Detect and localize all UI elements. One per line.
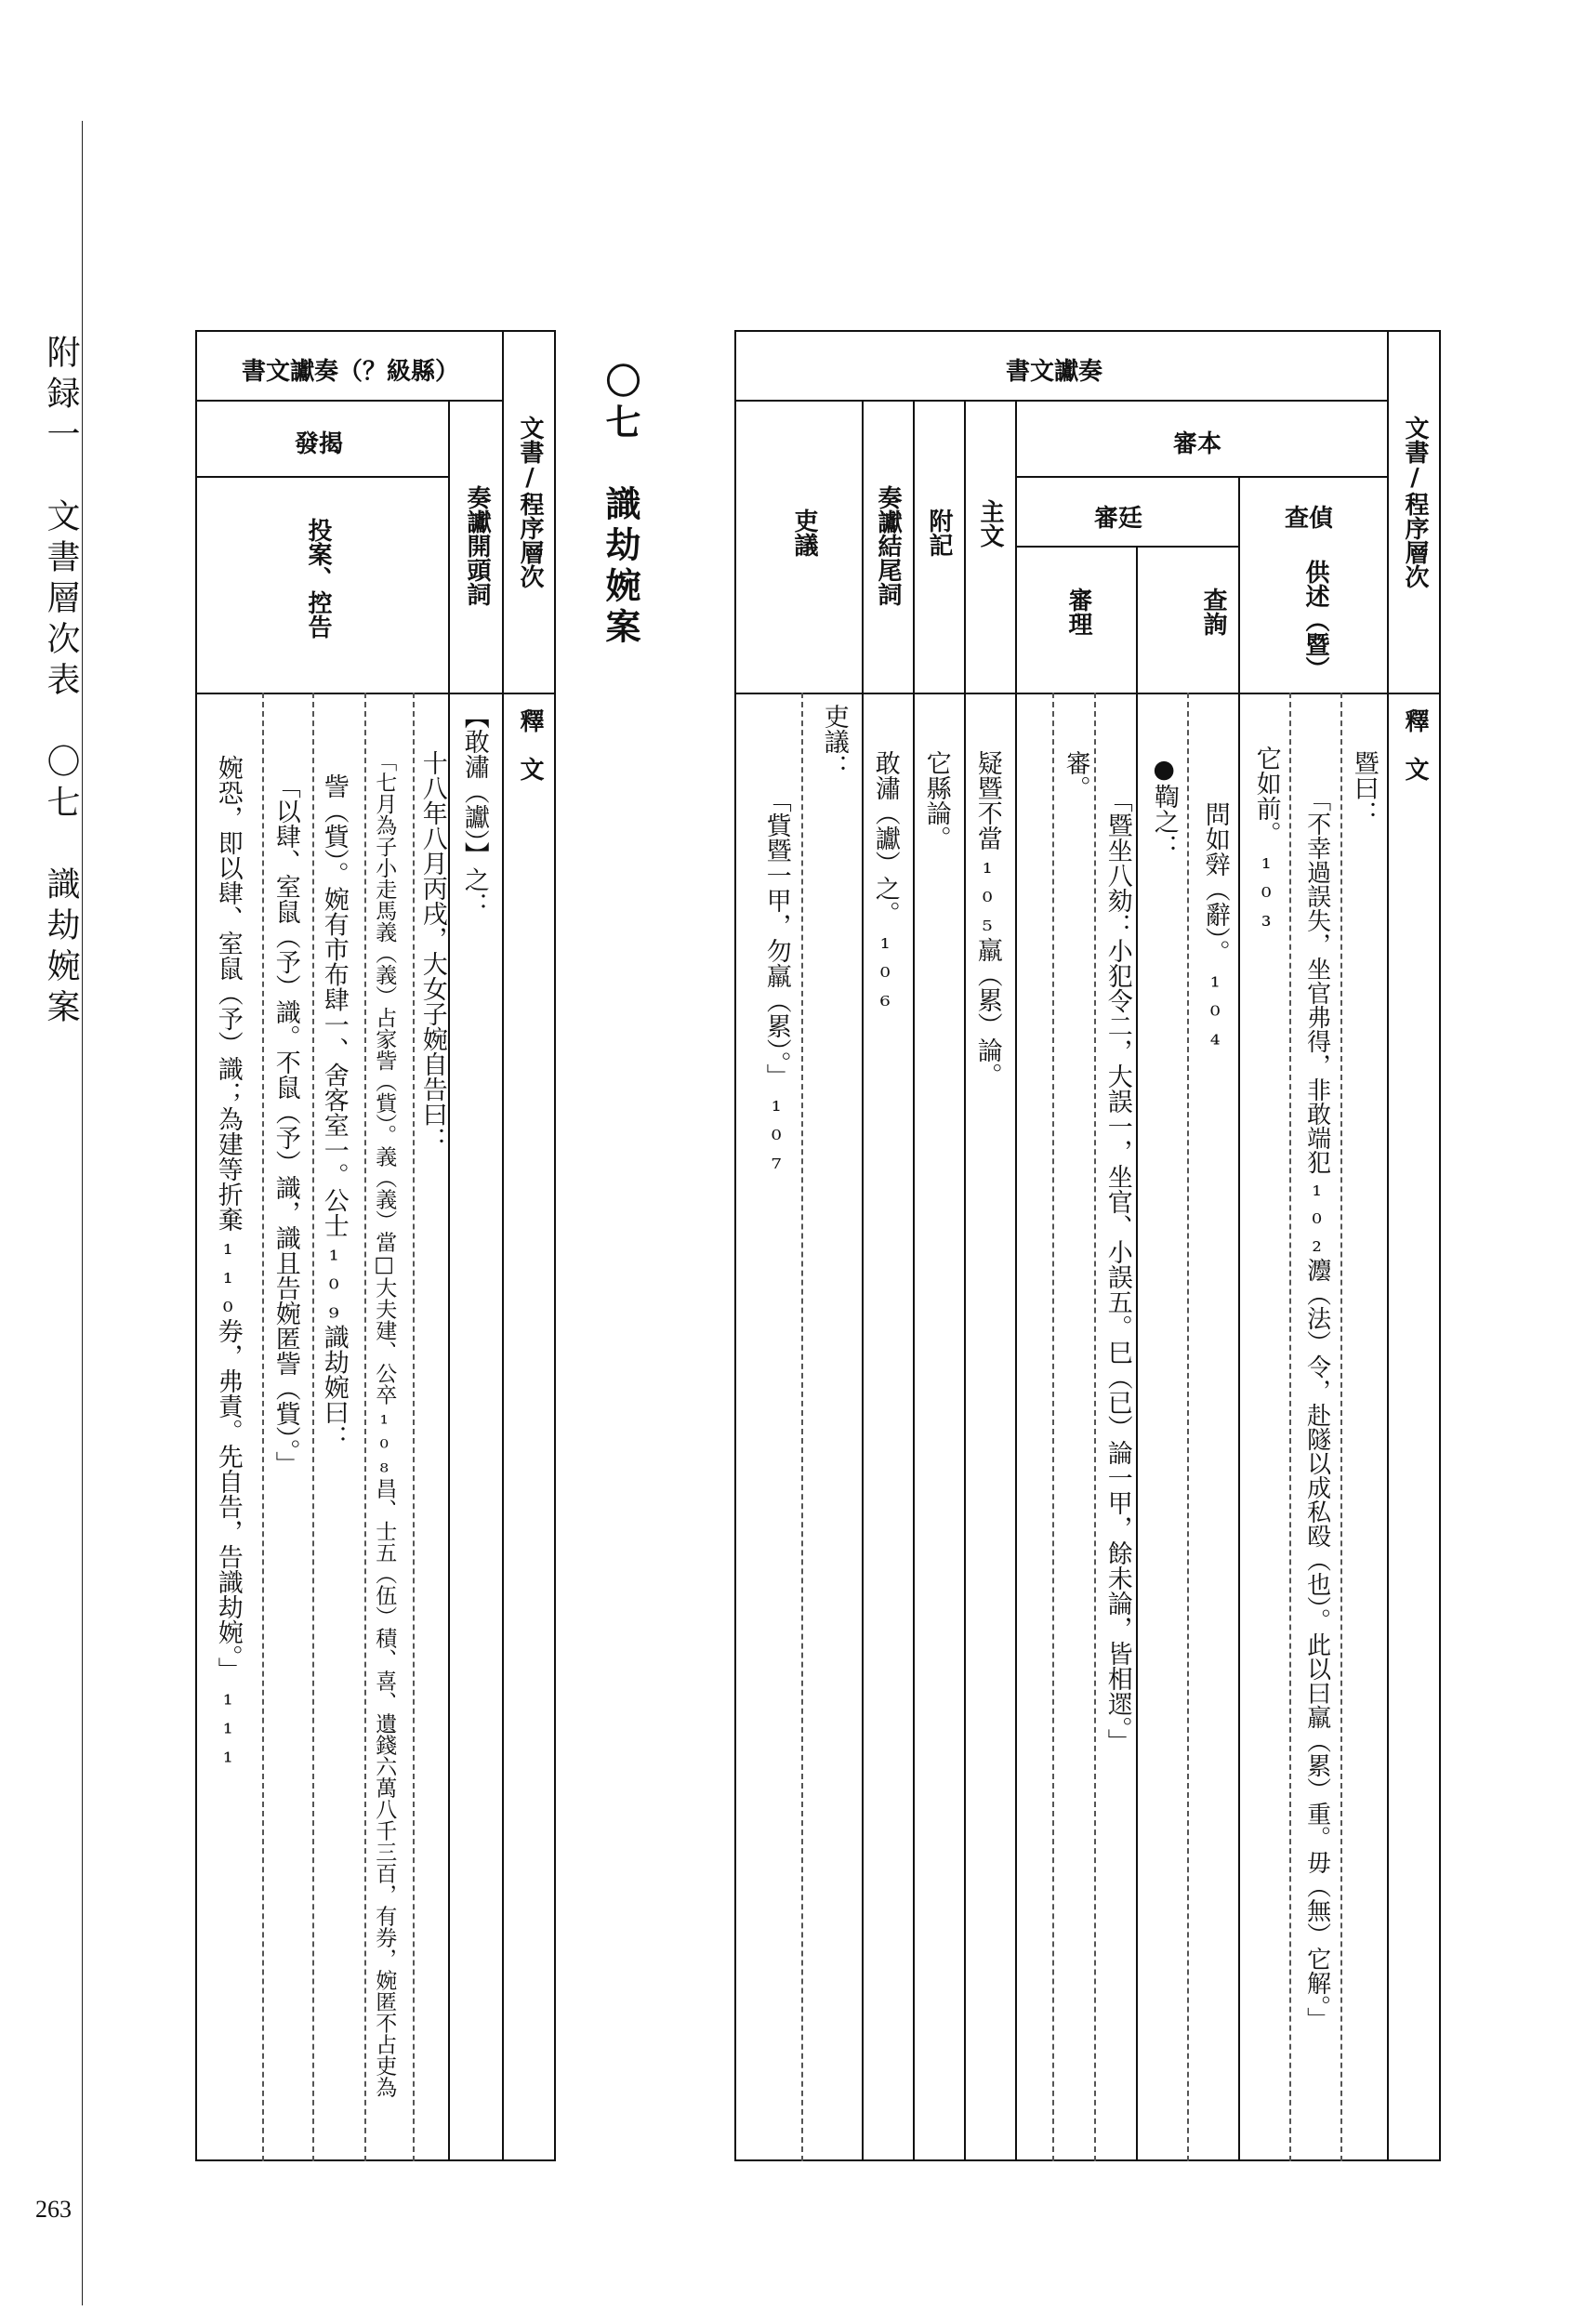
clerk-header: 吏議	[790, 508, 818, 557]
end-header: 奏讞結尾詞	[874, 485, 902, 606]
supply-header: 供述（暨）	[1301, 560, 1329, 680]
page-number: 263	[35, 2196, 72, 2223]
invest-header: 查偵	[1285, 505, 1334, 533]
note-header: 附記	[925, 508, 953, 557]
audit-header: 審本	[1173, 430, 1222, 458]
doc-header: 書文讞奏	[1006, 358, 1103, 386]
text-line: 它縣論。	[921, 750, 951, 851]
doc-header: 書文讞奏（？級縣）	[242, 358, 460, 386]
accuse-header: 投案、控告	[304, 518, 332, 639]
reveal-header: 發揭	[295, 430, 344, 458]
text-line: 它如前。₁₀₃	[1251, 746, 1281, 932]
text-line: 疑暨不當₁₀₅羸（累）論。	[972, 750, 1002, 1088]
table-case-06-end	[734, 330, 1441, 2161]
text-line: 審。	[1061, 750, 1090, 800]
text-line: 十八年八月丙戌，大女子婉自告曰：	[417, 750, 447, 1152]
inquiry-header: 查詢	[1199, 588, 1227, 636]
trial-header: 審理	[1064, 588, 1092, 636]
text-line: 吏議：	[819, 704, 849, 779]
text-line: 「七月為子小走馬義（義）占家訾（貲）。義（義）當□大夫建、公卒₁₀₈昌、士五（伍）積、喜、遺錢六萬八千三百，有券，婉匿不占吏為	[372, 750, 397, 2098]
text-line: ●鞫之：	[1149, 755, 1179, 859]
col-layers-header: 文書/程序層次	[1401, 416, 1429, 588]
table-case-07	[195, 330, 556, 2161]
col-text-header: 釋 文	[1401, 708, 1429, 781]
running-header: 附録一 文書層次表 〇七 識劫婉案	[42, 335, 80, 1030]
text-line: 問如辤（辭）。₁₀₄	[1200, 801, 1230, 1051]
text-line: 「貲暨一甲，勿羸（累）。」₁₀₇	[761, 787, 791, 1175]
text-line: 敢潚（讞）之。₁₀₆	[870, 750, 900, 1012]
text-line: 暨曰：	[1349, 750, 1379, 825]
text-line: 「不幸過誤失，坐官弗得，非敢端犯₁₀₂灋（法）令，赴隧以成私殴（也）。此以曰羸（累）重。毋（無）它解。」	[1302, 787, 1331, 2031]
col-text-header: 釋 文	[516, 708, 544, 781]
text-line: 「暨坐八劾：小犯令二，大誤一，坐官、小誤五。巳（已）論一甲，餘未論，皆相遝。」	[1102, 787, 1132, 1754]
text-line: 訾（貲）。婉有市布肆一、舍客室一。公士₁₀₉識劫婉曰：	[319, 773, 349, 1450]
court-header: 審廷	[1094, 505, 1143, 533]
text-line: 【敢潚（讞）】之：	[459, 704, 489, 918]
text-line: 「以肆、室鼠（予）識。不鼠（予）識，識且告婉匿訾（貲）。」	[271, 773, 300, 1476]
col-layers-header: 文書/程序層次	[516, 416, 544, 588]
open-header: 奏讞開頭詞	[463, 485, 491, 606]
case-title: 〇七 識劫婉案	[600, 363, 641, 649]
text-line: 婉恐，即以肆、室鼠（予）識；為建等折棄₁₁₀券，弗責。先自告，告識劫婉。」₁₁₁	[213, 755, 243, 1769]
main-header: 主文	[976, 499, 1004, 548]
